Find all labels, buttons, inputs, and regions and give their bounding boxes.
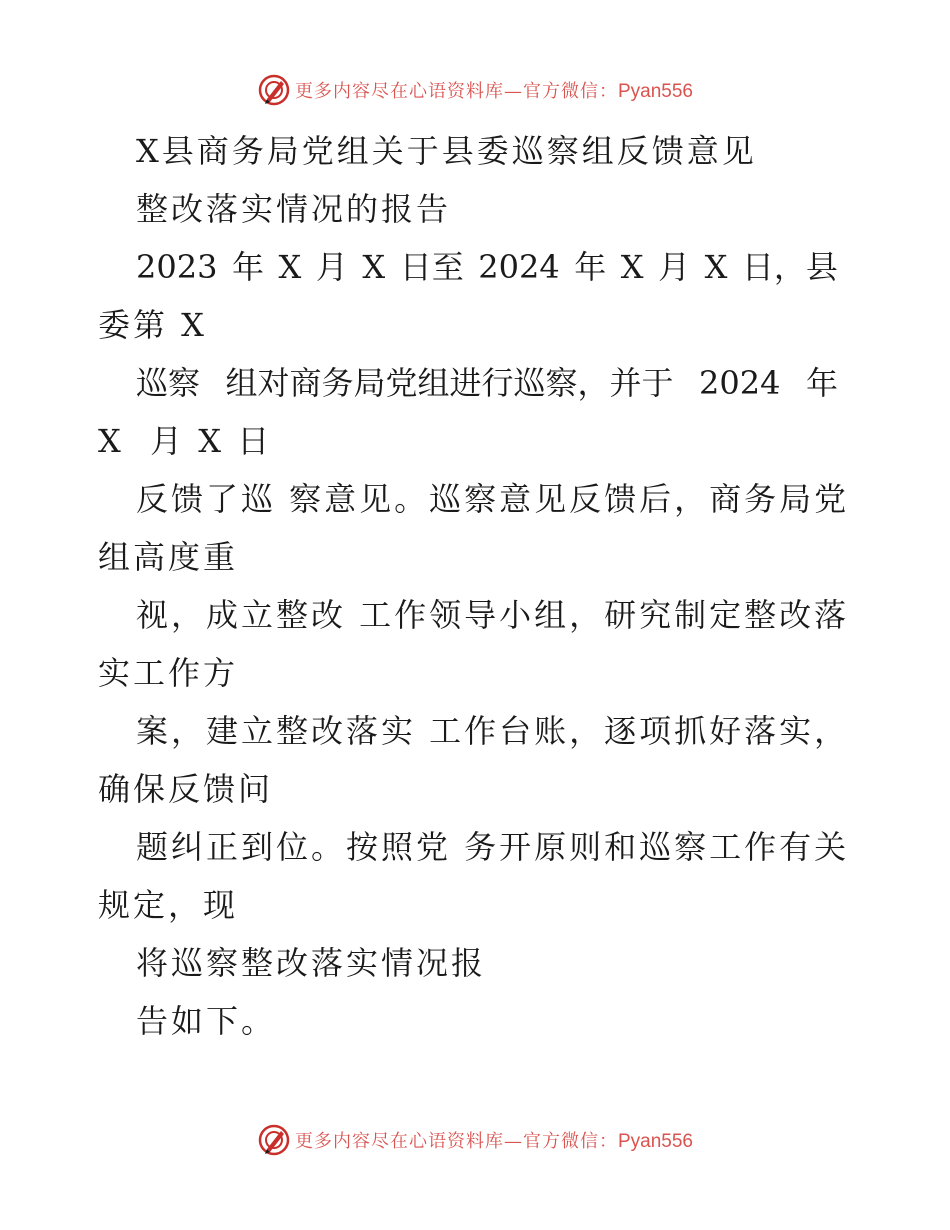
paragraph-line: 组高度重 <box>98 538 239 576</box>
paragraph-line-justified <box>98 354 838 412</box>
pen-logo-icon <box>257 1123 291 1157</box>
text-token: X <box>362 248 386 286</box>
text-token: X <box>704 248 728 286</box>
text-token: X <box>620 248 644 286</box>
watermark-wechat-id: Pyan556 <box>617 1131 693 1152</box>
paragraph-line: 实工作方 <box>98 654 239 692</box>
text-token: 年 <box>231 248 264 286</box>
text-token: X <box>278 248 302 286</box>
watermark-text: 更多内容尽在心语资料库—官方微信：Pyan556 <box>294 1131 693 1152</box>
title-line-1: X县商务局党组关于县委巡察组反馈意见 <box>136 132 757 170</box>
paragraph-line: 规定，现 <box>98 886 239 924</box>
paragraph-line: 确保反馈问 <box>98 770 274 808</box>
watermark-wechat-id: Pyan556 <box>617 81 693 102</box>
paragraph-line: X 月 X 日 <box>98 422 273 460</box>
text-token: 年 <box>574 248 607 286</box>
text-token: 月 <box>658 248 691 286</box>
watermark-header <box>0 70 950 110</box>
paragraph-line: 案，建立整改落实 工作台账，逐项抓好落实， <box>136 712 850 750</box>
watermark-text: 更多内容尽在心语资料库—官方微信：Pyan556 <box>294 81 693 102</box>
paragraph-line: 题纠正到位。按照党 务开原则和巡察工作有关 <box>136 828 850 866</box>
text-token: 日，县 <box>741 248 838 286</box>
paragraph-line: 反馈了巡 察意见。巡察意见反馈后，商务局党 <box>136 480 850 518</box>
text-token: 组对商务局党组进行巡察，并于 <box>225 364 674 402</box>
document-body <box>98 122 850 1050</box>
text-token: 2024 <box>699 364 781 402</box>
paragraph-line: 委第 X <box>98 306 207 344</box>
text-token: 2023 <box>136 248 218 286</box>
title-line-2: 整改落实情况的报告 <box>136 190 452 228</box>
paragraph-line: 告如下。 <box>136 1002 277 1040</box>
text-token: 巡察 <box>136 364 201 402</box>
paragraph-line: 视，成立整改 工作领导小组，研究制定整改落 <box>136 596 850 634</box>
paragraph-line: 将巡察整改落实情况报 <box>136 944 487 982</box>
text-token: 日至 <box>399 248 464 286</box>
text-token: 2024 <box>478 248 560 286</box>
paragraph-line-justified <box>98 238 838 296</box>
watermark-footer <box>0 1120 950 1160</box>
text-token: 月 <box>315 248 348 286</box>
pen-logo-icon <box>257 73 291 107</box>
text-token: 年 <box>805 364 838 402</box>
